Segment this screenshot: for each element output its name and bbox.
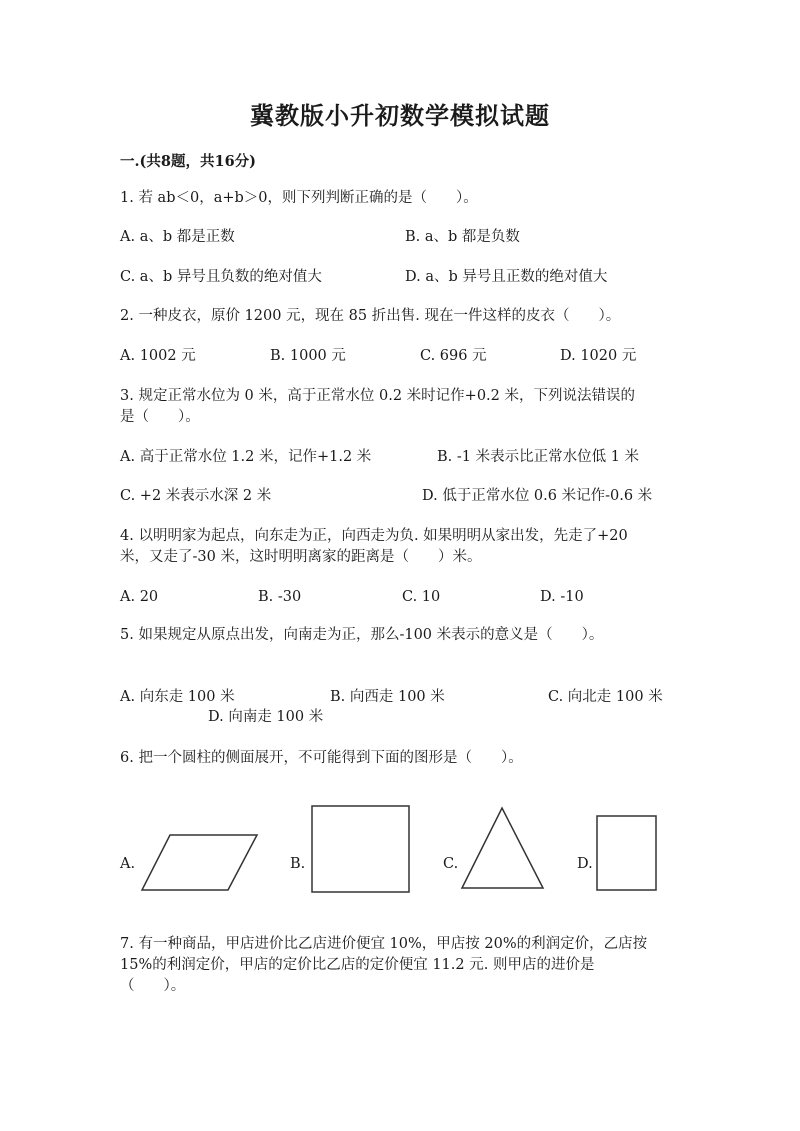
question-3-option-c[interactable]: C. +2 米表示水深 2 米 xyxy=(120,488,272,504)
section-heading: 一.(共8题，共16分) xyxy=(120,153,257,170)
square-figure[interactable] xyxy=(311,805,411,895)
question-4-stem-line-1: 4. 以明明家为起点，向东走为正，向西走为负. 如果明明从家出发，先走了+20 xyxy=(120,528,628,544)
question-3-stem-line-2: 是（ ）。 xyxy=(120,409,200,425)
question-4-option-c[interactable]: C. 10 xyxy=(402,589,441,605)
question-6-stem: 6. 把一个圆柱的侧面展开，不可能得到下面的图形是（ ）。 xyxy=(120,750,523,766)
page-title: 冀教版小升初数学模拟试题 xyxy=(250,101,550,130)
question-5-option-a[interactable]: A. 向东走 100 米 xyxy=(120,689,235,705)
triangle-figure[interactable] xyxy=(460,806,546,890)
question-1-option-a[interactable]: A. a、b 都是正数 xyxy=(120,229,235,245)
question-7-stem-line-2: 15%的利润定价，甲店的定价比乙店的定价便宜 11.2 元. 则甲店的进价是 xyxy=(120,957,595,973)
question-2-option-a[interactable]: A. 1002 元 xyxy=(120,348,196,364)
question-6-option-a-label[interactable]: A. xyxy=(120,856,136,872)
question-1-stem: 1. 若 ab＜0，a+b＞0，则下列判断正确的是（ ）。 xyxy=(120,190,478,206)
question-5-stem: 5. 如果规定从原点出发，向南走为正，那么-100 米表示的意义是（ ）。 xyxy=(120,627,604,643)
question-4-option-b[interactable]: B. -30 xyxy=(258,589,302,605)
question-6-option-c-label[interactable]: C. xyxy=(443,856,459,872)
question-1-option-d[interactable]: D. a、b 异号且正数的绝对值大 xyxy=(405,269,608,285)
rectangle-figure[interactable] xyxy=(596,815,658,893)
question-4-option-d[interactable]: D. -10 xyxy=(540,589,584,605)
question-7-stem-line-1: 7. 有一种商品，甲店进价比乙店进价便宜 10%，甲店按 20%的利润定价，乙店按 xyxy=(120,936,648,952)
question-4-option-a[interactable]: A. 20 xyxy=(120,589,159,605)
question-2-option-d[interactable]: D. 1020 元 xyxy=(560,348,637,364)
question-6-option-b-label[interactable]: B. xyxy=(290,856,306,872)
question-4-stem-line-2: 米，又走了-30 米，这时明明离家的距离是（ ）米。 xyxy=(120,549,482,565)
question-7-stem-line-3: （ ）。 xyxy=(120,978,186,994)
question-6-option-d-label[interactable]: D. xyxy=(577,856,593,872)
question-2-option-c[interactable]: C. 696 元 xyxy=(420,348,487,364)
question-5-option-c[interactable]: C. 向北走 100 米 xyxy=(548,689,663,705)
question-3-option-a[interactable]: A. 高于正常水位 1.2 米，记作+1.2 米 xyxy=(120,449,372,465)
question-2-stem: 2. 一种皮衣，原价 1200 元，现在 85 折出售. 现在一件这样的皮衣（ ）。 xyxy=(120,308,621,324)
question-1-option-c[interactable]: C. a、b 异号且负数的绝对值大 xyxy=(120,269,322,285)
question-5-option-b[interactable]: B. 向西走 100 米 xyxy=(330,689,445,705)
question-2-option-b[interactable]: B. 1000 元 xyxy=(270,348,346,364)
parallelogram-figure[interactable] xyxy=(140,833,260,893)
question-5-option-d[interactable]: D. 向南走 100 米 xyxy=(208,709,324,725)
question-3-option-b[interactable]: B. -1 米表示比正常水位低 1 米 xyxy=(437,449,640,465)
question-3-option-d[interactable]: D. 低于正常水位 0.6 米记作-0.6 米 xyxy=(422,488,653,504)
question-1-option-b[interactable]: B. a、b 都是负数 xyxy=(405,229,520,245)
question-3-stem-line-1: 3. 规定正常水位为 0 米，高于正常水位 0.2 米时记作+0.2 米，下列说法错误的 xyxy=(120,388,635,404)
